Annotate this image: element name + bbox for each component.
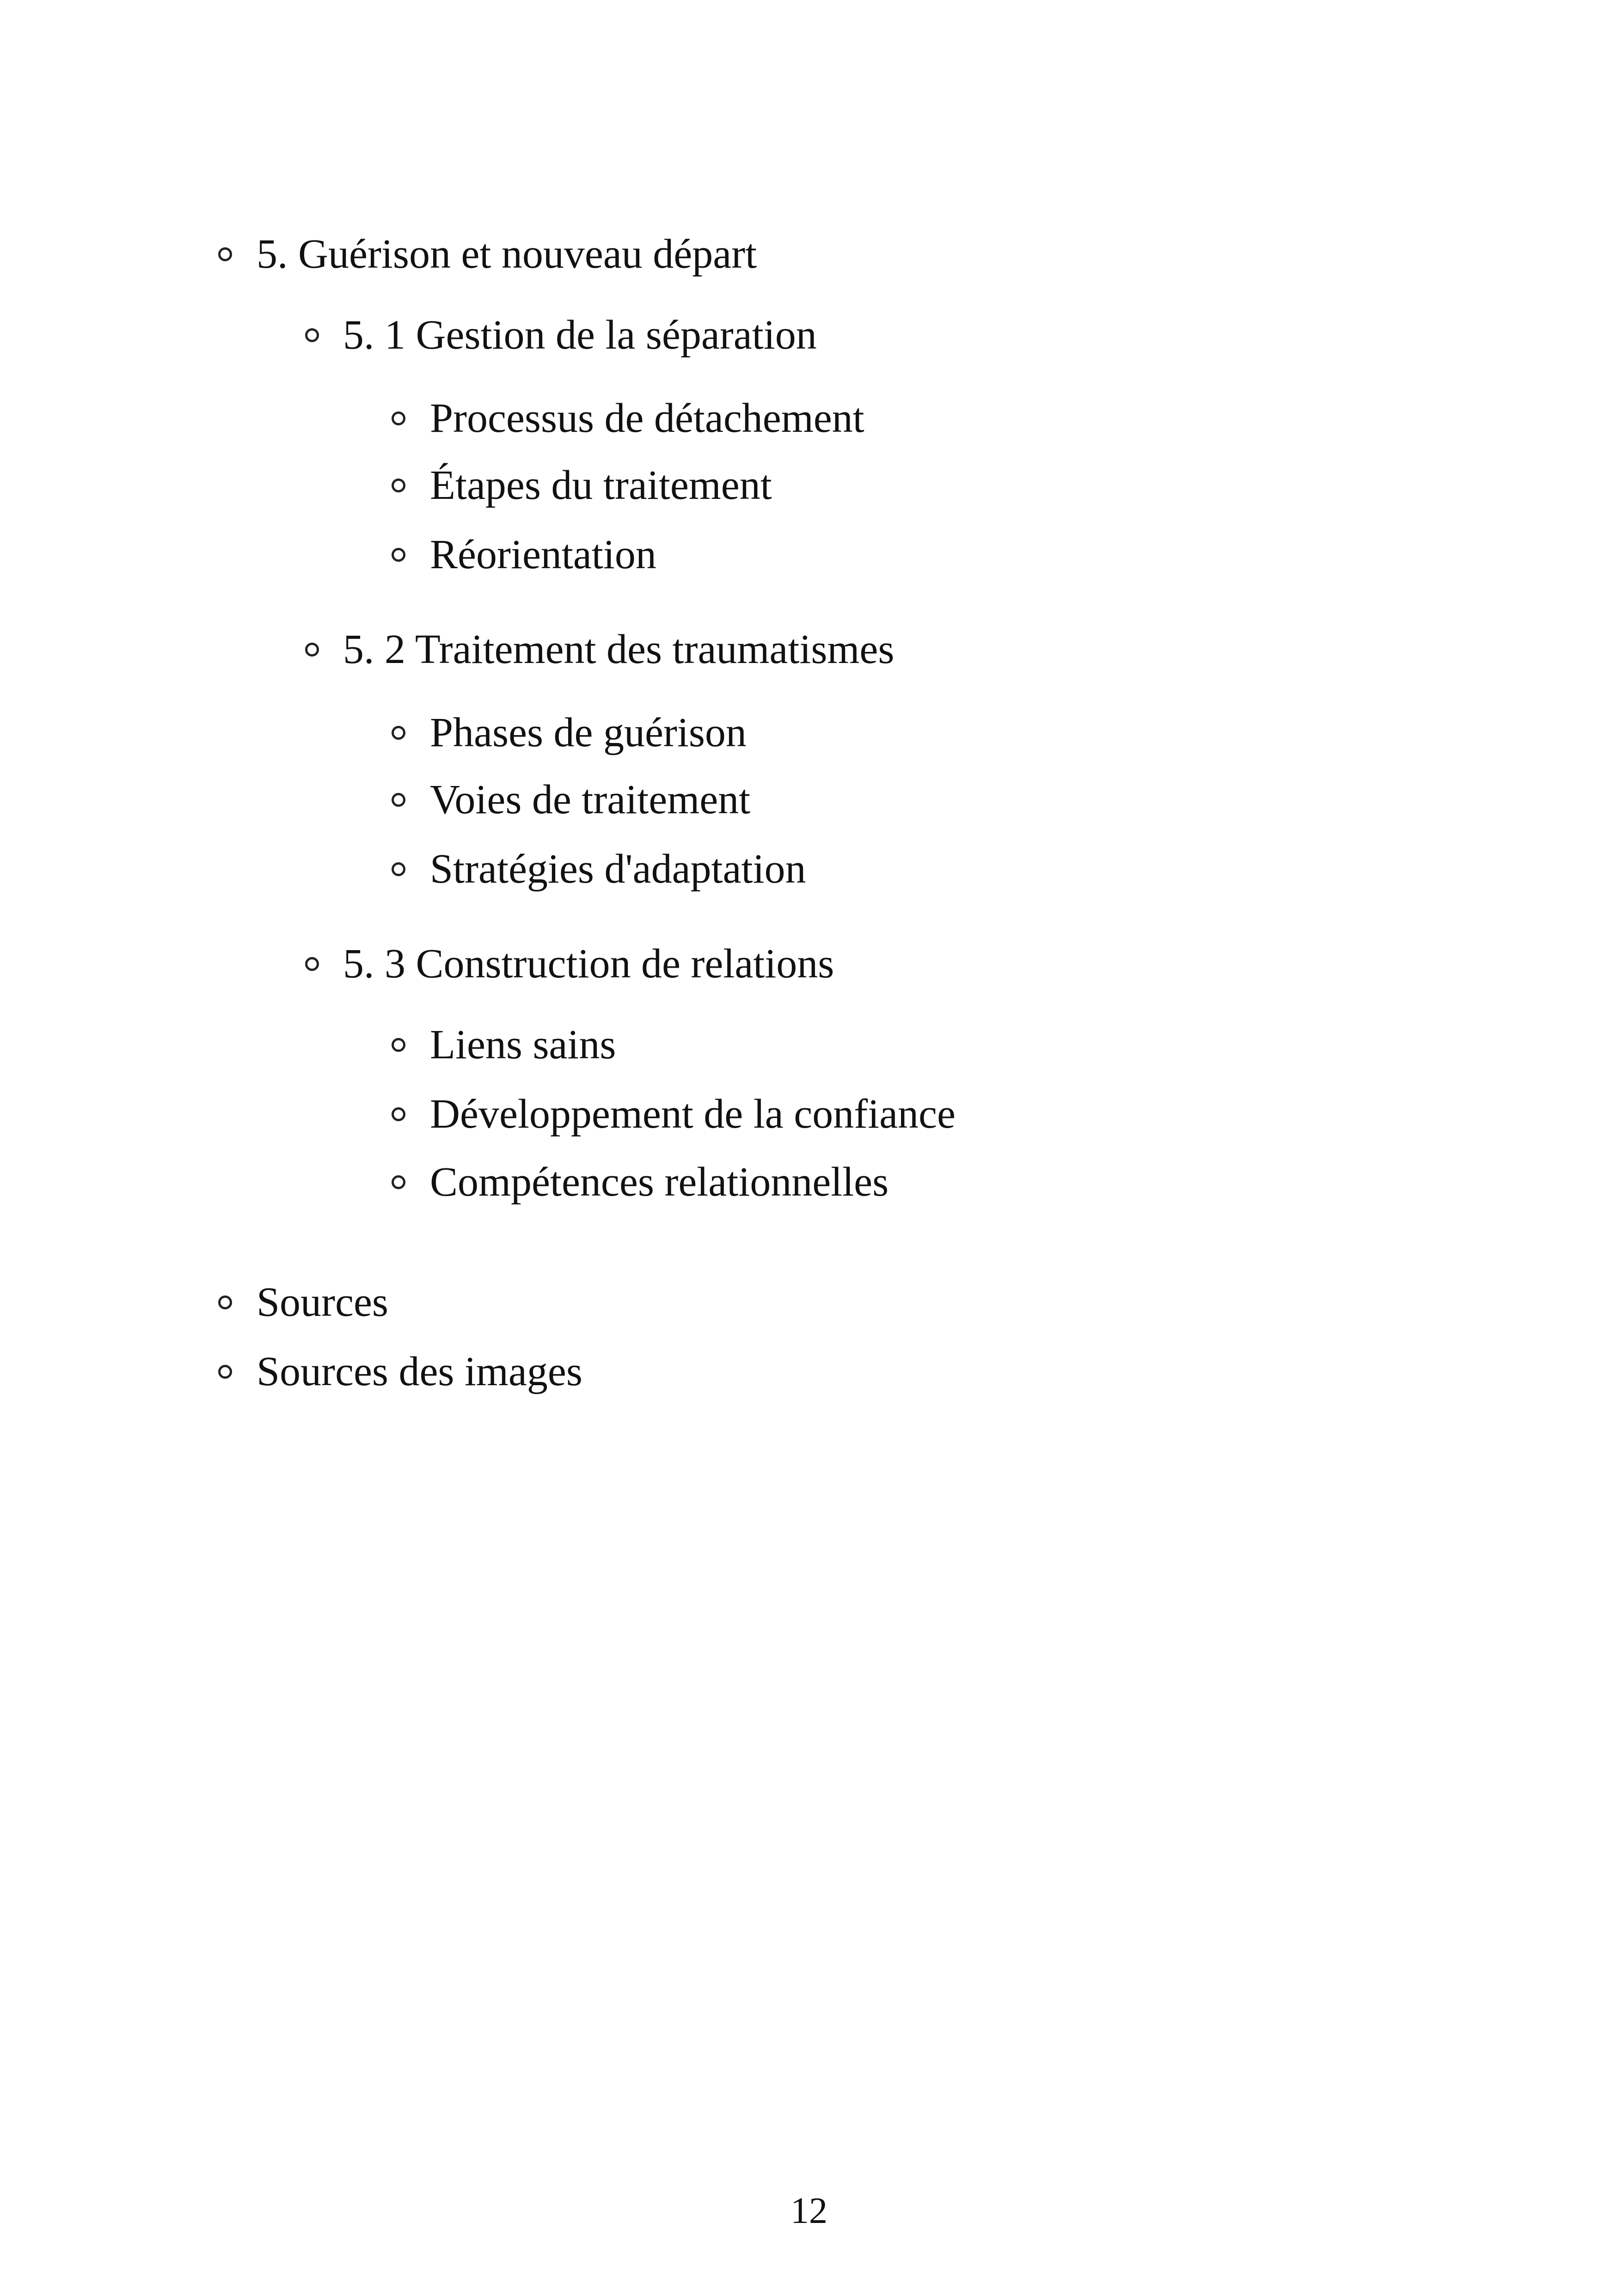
circle-bullet-icon: [305, 957, 319, 971]
page-number: 12: [791, 2191, 827, 2231]
circle-bullet-icon: [392, 726, 405, 740]
toc-item-label: 5. 1 Gestion de la séparation: [343, 312, 817, 358]
circle-bullet-icon: [392, 862, 405, 876]
circle-bullet-icon: [305, 643, 319, 657]
circle-bullet-icon: [392, 411, 405, 425]
toc-item-label: Phases de guérison: [430, 710, 747, 755]
toc-item-label: Sources: [257, 1279, 388, 1325]
circle-bullet-icon: [305, 328, 319, 342]
circle-bullet-icon: [392, 1107, 405, 1121]
circle-bullet-icon: [218, 247, 232, 261]
circle-bullet-icon: [218, 1365, 232, 1379]
toc-item-label: Stratégies d'adaptation: [430, 846, 806, 892]
toc-item-label: Sources des images: [257, 1349, 582, 1394]
toc-item-label: 5. 2 Traitement des traumatismes: [343, 626, 895, 672]
toc-item-label: Étapes du traitement: [430, 462, 772, 508]
toc-item-label: Processus de détachement: [430, 395, 864, 441]
circle-bullet-icon: [218, 1295, 232, 1309]
circle-bullet-icon: [392, 793, 405, 807]
toc-item-label: 5. 3 Construction de relations: [343, 941, 834, 987]
toc-item-label: Développement de la confiance: [430, 1091, 956, 1137]
toc-item-label: Voies de traitement: [430, 777, 751, 823]
circle-bullet-icon: [392, 1175, 405, 1189]
toc-item-label: Liens sains: [430, 1022, 616, 1068]
circle-bullet-icon: [392, 1038, 405, 1052]
circle-bullet-icon: [392, 479, 405, 492]
toc-item-label: Réorientation: [430, 532, 656, 577]
toc-item-label: Compétences relationnelles: [430, 1159, 889, 1205]
circle-bullet-icon: [392, 548, 405, 562]
toc-item-label: 5. Guérison et nouveau départ: [257, 231, 757, 277]
